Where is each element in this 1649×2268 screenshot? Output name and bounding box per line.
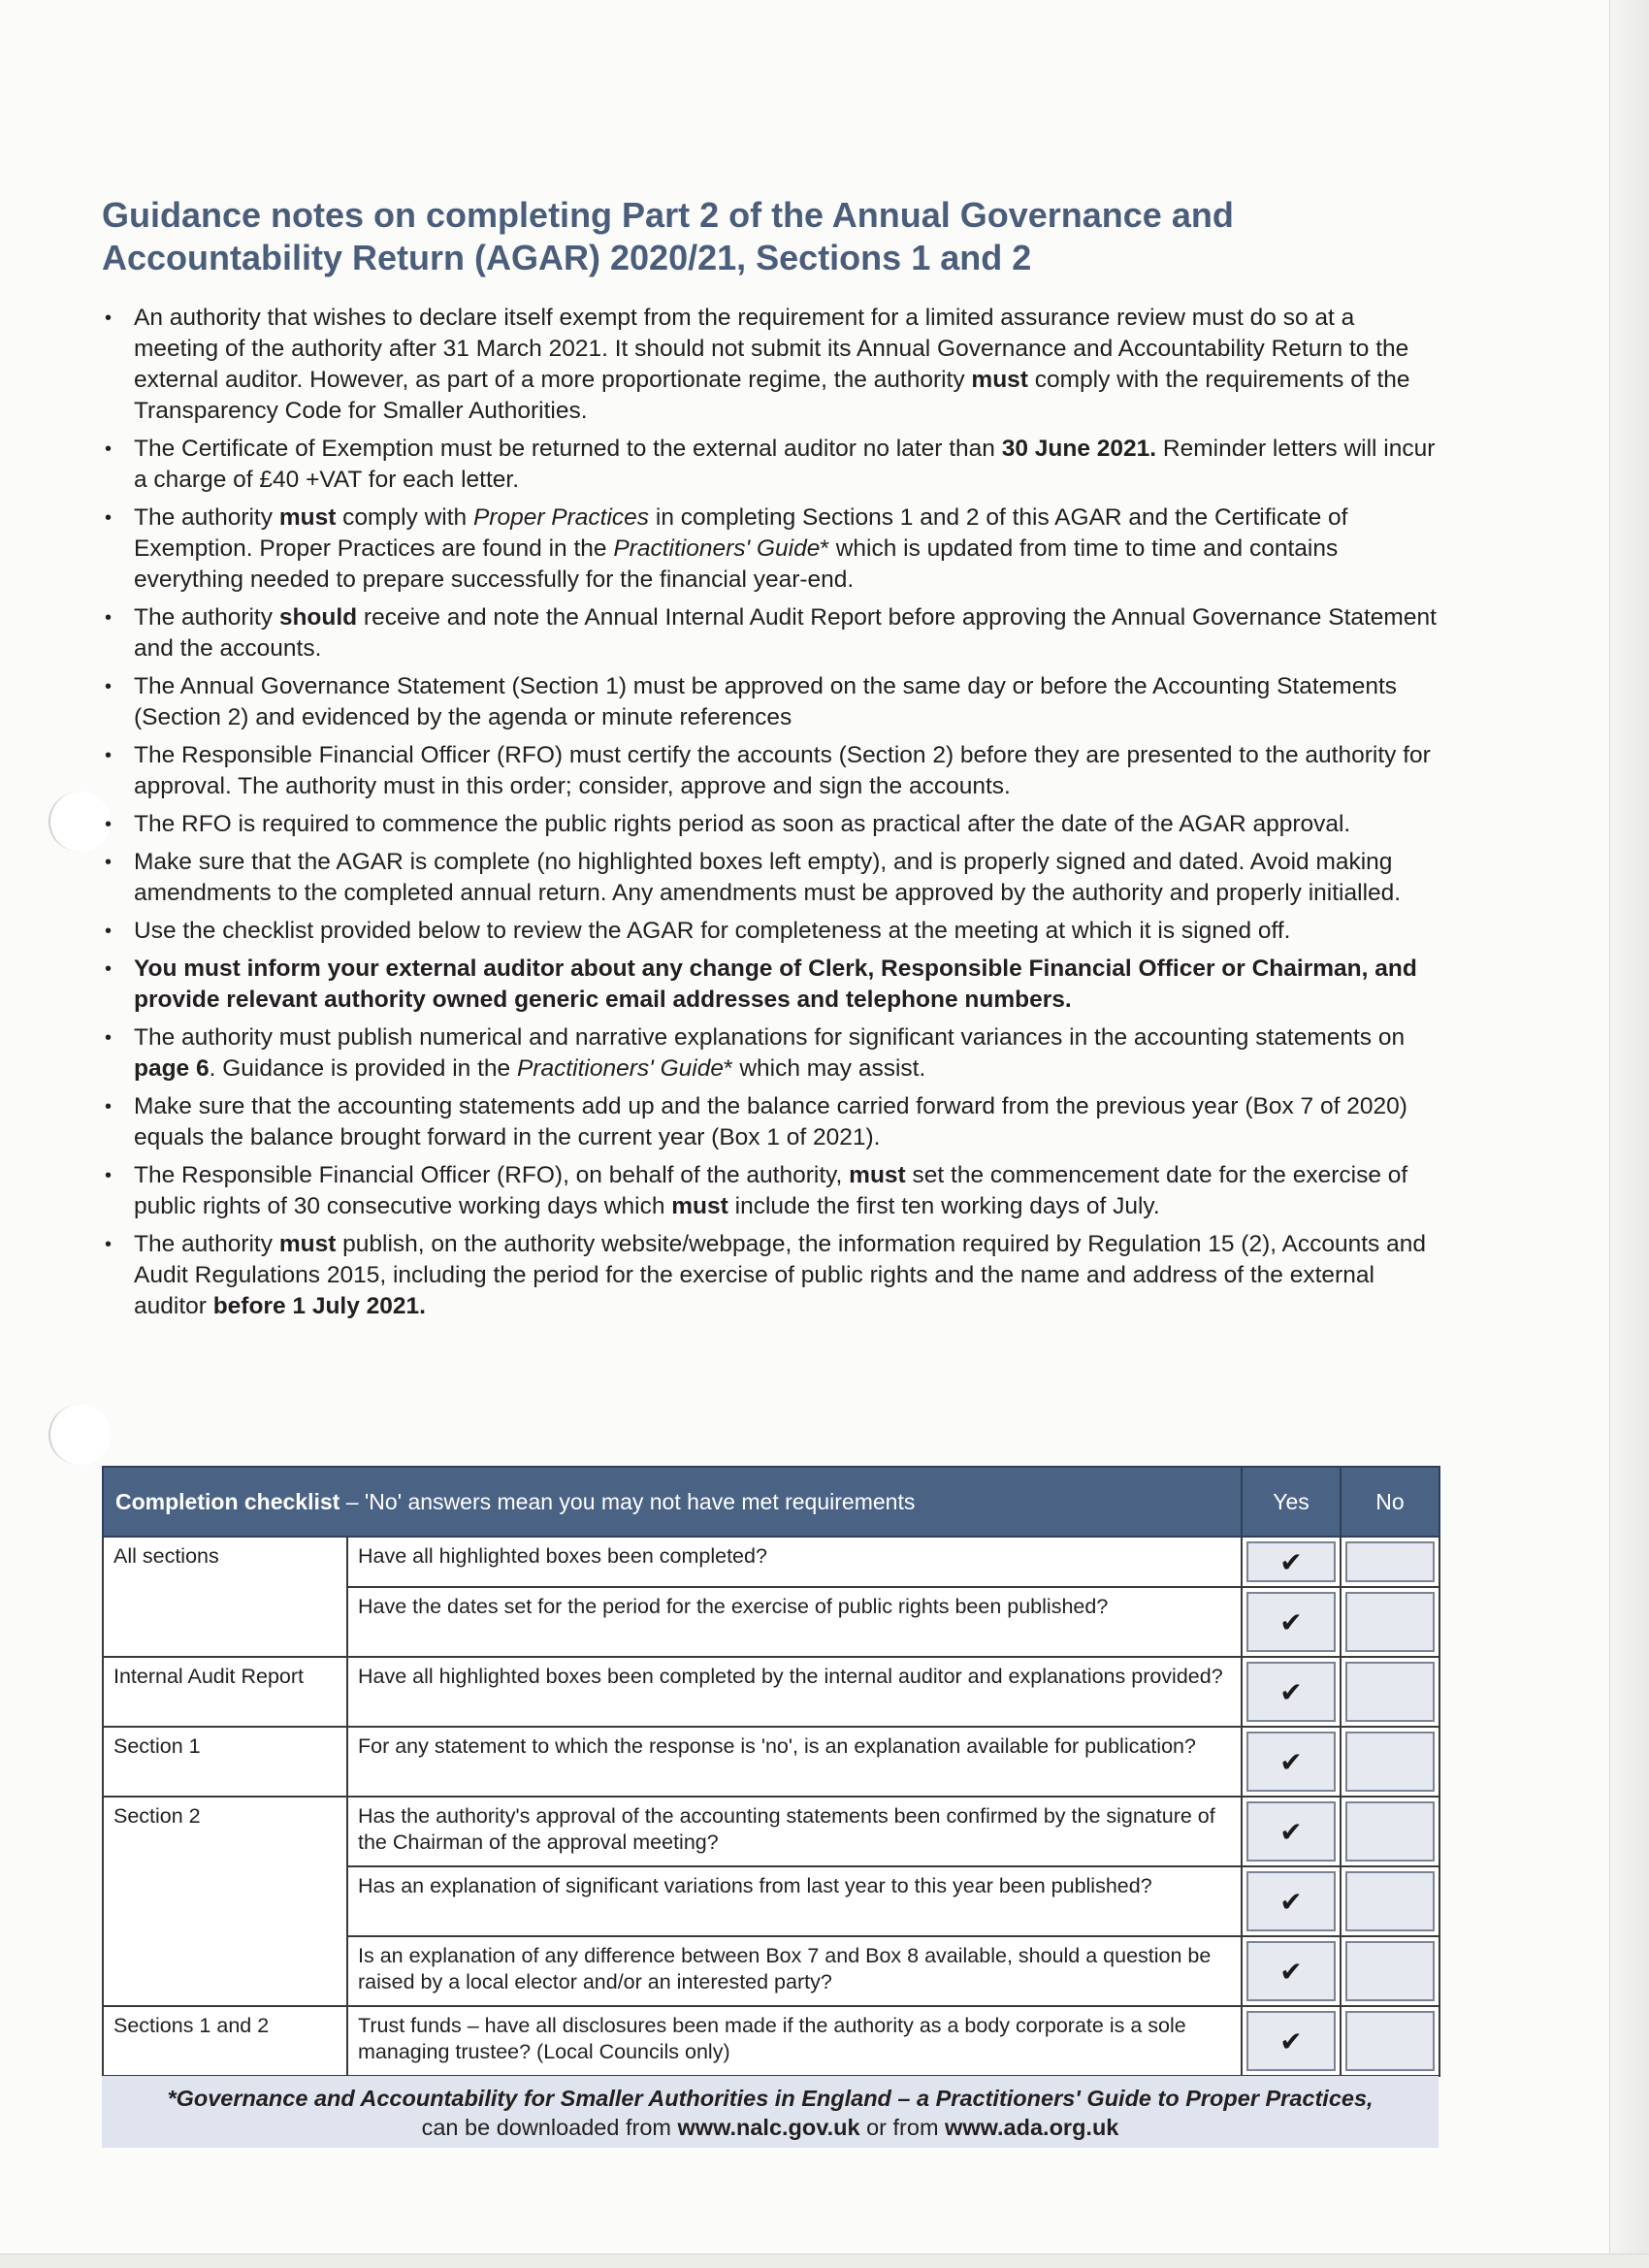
checklist-yes-cell [1242, 1936, 1341, 2006]
bullet-text: comply with [336, 504, 473, 531]
checklist-no-cell [1341, 2006, 1439, 2076]
checklist-question: Is an explanation of any difference between Box 7 and Box 8 available, should a question be raised by a local elector and/or an interested party? [347, 1936, 1242, 2006]
no-checkbox[interactable] [1345, 1592, 1435, 1652]
page-bottom-edge [0, 2253, 1649, 2268]
footer-link-nalc[interactable]: www.nalc.gov.uk [677, 2115, 860, 2140]
bullet-text-bold: must [278, 504, 337, 531]
guidance-bullet [102, 502, 1445, 596]
bullet-text: . Guidance is provided in the [209, 1055, 517, 1082]
checklist-category: Section 2 [103, 1797, 347, 2006]
guidance-bullet [102, 434, 1445, 496]
bullet-text: publish, on the authority website/webpage, the information required by Regulation 15 (2), Accounts and Audit Regulations 2015, including the period for the exercise of public rights and the name and address of the external auditor [134, 1231, 1426, 1319]
no-checkbox[interactable] [1345, 1732, 1435, 1792]
bullet-text: The RFO is required to commence the public rights period as soon as practical after the date of the AGAR approval. [134, 811, 1351, 837]
checklist-question: Has an explanation of significant variations from last year to this year been published? [347, 1866, 1242, 1936]
checklist-no-cell [1341, 1797, 1439, 1866]
checklist-no-cell [1341, 1587, 1439, 1657]
checklist-question: Have the dates set for the period for the exercise of public rights been published? [347, 1587, 1242, 1657]
bullet-text: * which may assist. [723, 1055, 926, 1082]
checklist-no-cell [1341, 1657, 1439, 1727]
bullet-text: comply with the requirements of the Transparency Code for Smaller Authorities. [134, 367, 1410, 424]
bullet-text: The authority [134, 1231, 279, 1257]
checklist-question: Has the authority's approval of the accounting statements been confirmed by the signature of the Chairman of the approval meeting? [347, 1797, 1242, 1866]
bullet-text: An authority that wishes to declare itself exempt from the requirement for a limited assurance review must do so at a meeting of the authority after 31 March 2021. It should not submit its Annual Governance and Accountability Return to the external auditor. However, as part of a more proportionate regime, the authority [134, 305, 1409, 393]
checklist-question: For any statement to which the response is 'no', is an explanation available for publication? [347, 1727, 1242, 1797]
checklist-row [103, 2006, 1439, 2076]
checklist-yes-cell [1242, 1727, 1341, 1797]
bullet-text: Use the checklist provided below to review the AGAR for completeness at the meeting at which it is signed off. [134, 918, 1291, 944]
footer-note [102, 2076, 1439, 2148]
guidance-bullet [102, 954, 1445, 1016]
page-edge [1609, 0, 1649, 2268]
footer-download-line [102, 2113, 1439, 2142]
checklist-yes-cell [1242, 1537, 1341, 1587]
guidance-bullet [102, 303, 1445, 427]
tick-icon: ✔ [1279, 2025, 1303, 2057]
yes-checkbox[interactable] [1246, 1871, 1336, 1931]
bullet-text: in completing Sections 1 and 2 of this AGAR and the Certificate of Exemption. Proper Practices are found in the [134, 504, 1348, 562]
bullet-text: receive and note the Annual Internal Audit Report before approving the Annual Governance Statement and the accounts. [134, 604, 1437, 662]
bullet-text: Make sure that the AGAR is complete (no highlighted boxes left empty), and is properly signed and dated. Avoid making amendments to the completed annual return. Any amendments must be approved by the authority and properly initialled. [134, 849, 1402, 906]
footer-link-ada[interactable]: www.ada.org.uk [945, 2115, 1119, 2140]
bullet-text: The Certificate of Exemption must be returned to the external auditor no later than [134, 436, 1002, 462]
tick-icon: ✔ [1279, 1815, 1303, 1848]
checklist-yes-cell [1242, 1797, 1341, 1866]
no-checkbox[interactable] [1345, 1541, 1435, 1582]
checklist-category: Internal Audit Report [103, 1657, 347, 1727]
checklist-no-cell [1341, 1727, 1439, 1797]
checklist-no-cell [1341, 1866, 1439, 1936]
checklist-header-yes: Yes [1242, 1467, 1341, 1537]
bullet-text-bold: 30 June 2021. [1001, 436, 1157, 462]
bullet-text-italic: Proper Practices [472, 504, 650, 531]
bullet-text-bold: must [278, 1231, 337, 1257]
tick-icon: ✔ [1279, 1745, 1303, 1778]
tick-icon: ✔ [1279, 1545, 1303, 1578]
yes-checkbox[interactable] [1246, 2011, 1336, 2071]
page-title [102, 194, 1363, 279]
no-checkbox[interactable] [1345, 2011, 1435, 2071]
yes-checkbox[interactable] [1246, 1732, 1336, 1792]
checklist-header-no: No [1341, 1467, 1439, 1537]
yes-checkbox[interactable] [1246, 1592, 1336, 1652]
checklist-no-cell [1341, 1936, 1439, 2006]
guidance-bullet [102, 809, 1445, 840]
bullet-text: Make sure that the accounting statements add up and the balance carried forward from the previous year (Box 7 of 2020) equals the balance brought forward in the current year (Box 1 of 2021). [134, 1093, 1407, 1150]
checklist-header-row [103, 1467, 1439, 1537]
checklist-category: Sections 1 and 2 [103, 2006, 347, 2076]
bullet-text-bold: must [971, 367, 1028, 393]
checklist-row [103, 1537, 1439, 1587]
checklist-row [103, 1727, 1439, 1797]
bullet-text: Reminder letters will incur a charge of £40 +VAT for each letter. [134, 436, 1436, 493]
bullet-text-bold: should [278, 604, 358, 631]
bullet-text: The authority [134, 604, 279, 631]
bullet-text-bold: must [849, 1162, 906, 1188]
footer-download-text: can be downloaded from [421, 2115, 678, 2140]
guidance-bullet [102, 916, 1445, 947]
punch-hole-lower [48, 1405, 111, 1465]
checklist-header-bold: Completion checklist [115, 1488, 340, 1514]
bullet-text: set the commencement date for the exercise of public rights of 30 consecutive working days which [134, 1162, 1408, 1219]
tick-icon: ✔ [1279, 1955, 1303, 1988]
yes-checkbox[interactable] [1246, 1541, 1336, 1582]
guidance-bullet-list [102, 303, 1445, 1329]
tick-icon: ✔ [1279, 1885, 1303, 1918]
bullet-text-bold: page 6 [134, 1055, 210, 1082]
no-checkbox[interactable] [1345, 1941, 1435, 2001]
guidance-bullet [102, 602, 1445, 664]
checklist-yes-cell [1242, 1587, 1341, 1657]
checklist-category: Section 1 [103, 1727, 347, 1797]
yes-checkbox[interactable] [1246, 1662, 1336, 1722]
bullet-text: The Responsible Financial Officer (RFO), on behalf of the authority, [134, 1162, 850, 1188]
bullet-text: The Responsible Financial Officer (RFO) must certify the accounts (Section 2) before they are presented to the authority for approval. The authority must in this order; consider, approve and sign the accounts. [134, 742, 1431, 799]
bullet-text: The authority [134, 504, 279, 531]
guidance-bullet [102, 1229, 1445, 1322]
bullet-text: The authority must publish numerical and narrative explanations for significant variances in the accounting statements on [134, 1024, 1406, 1051]
checklist-yes-cell [1242, 2006, 1341, 2076]
yes-checkbox[interactable] [1246, 1801, 1336, 1862]
guidance-bullet [102, 1022, 1445, 1085]
yes-checkbox[interactable] [1246, 1941, 1336, 2001]
bullet-text-bold: before 1 July 2021. [212, 1293, 426, 1319]
checklist-category: All sections [103, 1537, 347, 1657]
bullet-text: The Annual Governance Statement (Section 1) must be approved on the same day or before the Accounting Statements (Section 2) and evidenced by the agenda or minute references [134, 673, 1398, 730]
checklist-yes-cell [1242, 1866, 1341, 1936]
checklist-row [103, 1797, 1439, 1866]
checklist-no-cell [1341, 1537, 1439, 1587]
checklist-header-title [103, 1467, 1242, 1537]
guidance-bullet [102, 1160, 1445, 1222]
checklist-row [103, 1657, 1439, 1727]
footer-guide-title: *Governance and Accountability for Smaller Authorities in England – a Practitioners' Guide to Proper Practices, [167, 2086, 1374, 2111]
bullet-text: include the first ten working days of July. [728, 1193, 1160, 1219]
checklist-yes-cell [1242, 1657, 1341, 1727]
no-checkbox[interactable] [1345, 1662, 1435, 1722]
no-checkbox[interactable] [1345, 1871, 1435, 1931]
title-line-2: Accountability Return (AGAR) 2020/21, Sections 1 and 2 [102, 238, 1032, 277]
tick-icon: ✔ [1279, 1605, 1303, 1638]
bullet-text-bold: must [671, 1193, 728, 1219]
guidance-bullet [102, 740, 1445, 802]
checklist-header-note: – 'No' answers mean you may not have met requirements [340, 1488, 916, 1514]
bullet-text-italic: Practitioners' Guide [516, 1055, 724, 1082]
bullet-text-italic: Practitioners' Guide [613, 535, 821, 562]
bullet-text-bold: You must inform your external auditor about any change of Clerk, Responsible Financial Officer or Chairman, and provide relevant authority owned generic email addresses and telephone numbers. [134, 956, 1417, 1013]
checklist-question: Trust funds – have all disclosures been made if the authority as a body corporate is a sole managing trustee? (Local Councils only) [347, 2006, 1242, 2076]
guidance-bullet [102, 671, 1445, 733]
title-line-1: Guidance notes on completing Part 2 of the Annual Governance and [102, 195, 1234, 235]
tick-icon: ✔ [1279, 1675, 1303, 1708]
bullet-text: * which is updated from time to time and contains everything needed to prepare successfully for the financial year-end. [134, 535, 1339, 593]
footer-or-text: or from [859, 2115, 946, 2140]
checklist-body [103, 1537, 1439, 2076]
checklist-question: Have all highlighted boxes been completed? [347, 1537, 1242, 1587]
completion-checklist-table [102, 1466, 1440, 2077]
guidance-bullet [102, 847, 1445, 909]
guidance-bullet [102, 1091, 1445, 1153]
no-checkbox[interactable] [1345, 1801, 1435, 1862]
checklist-question: Have all highlighted boxes been completed by the internal auditor and explanations provided? [347, 1657, 1242, 1727]
